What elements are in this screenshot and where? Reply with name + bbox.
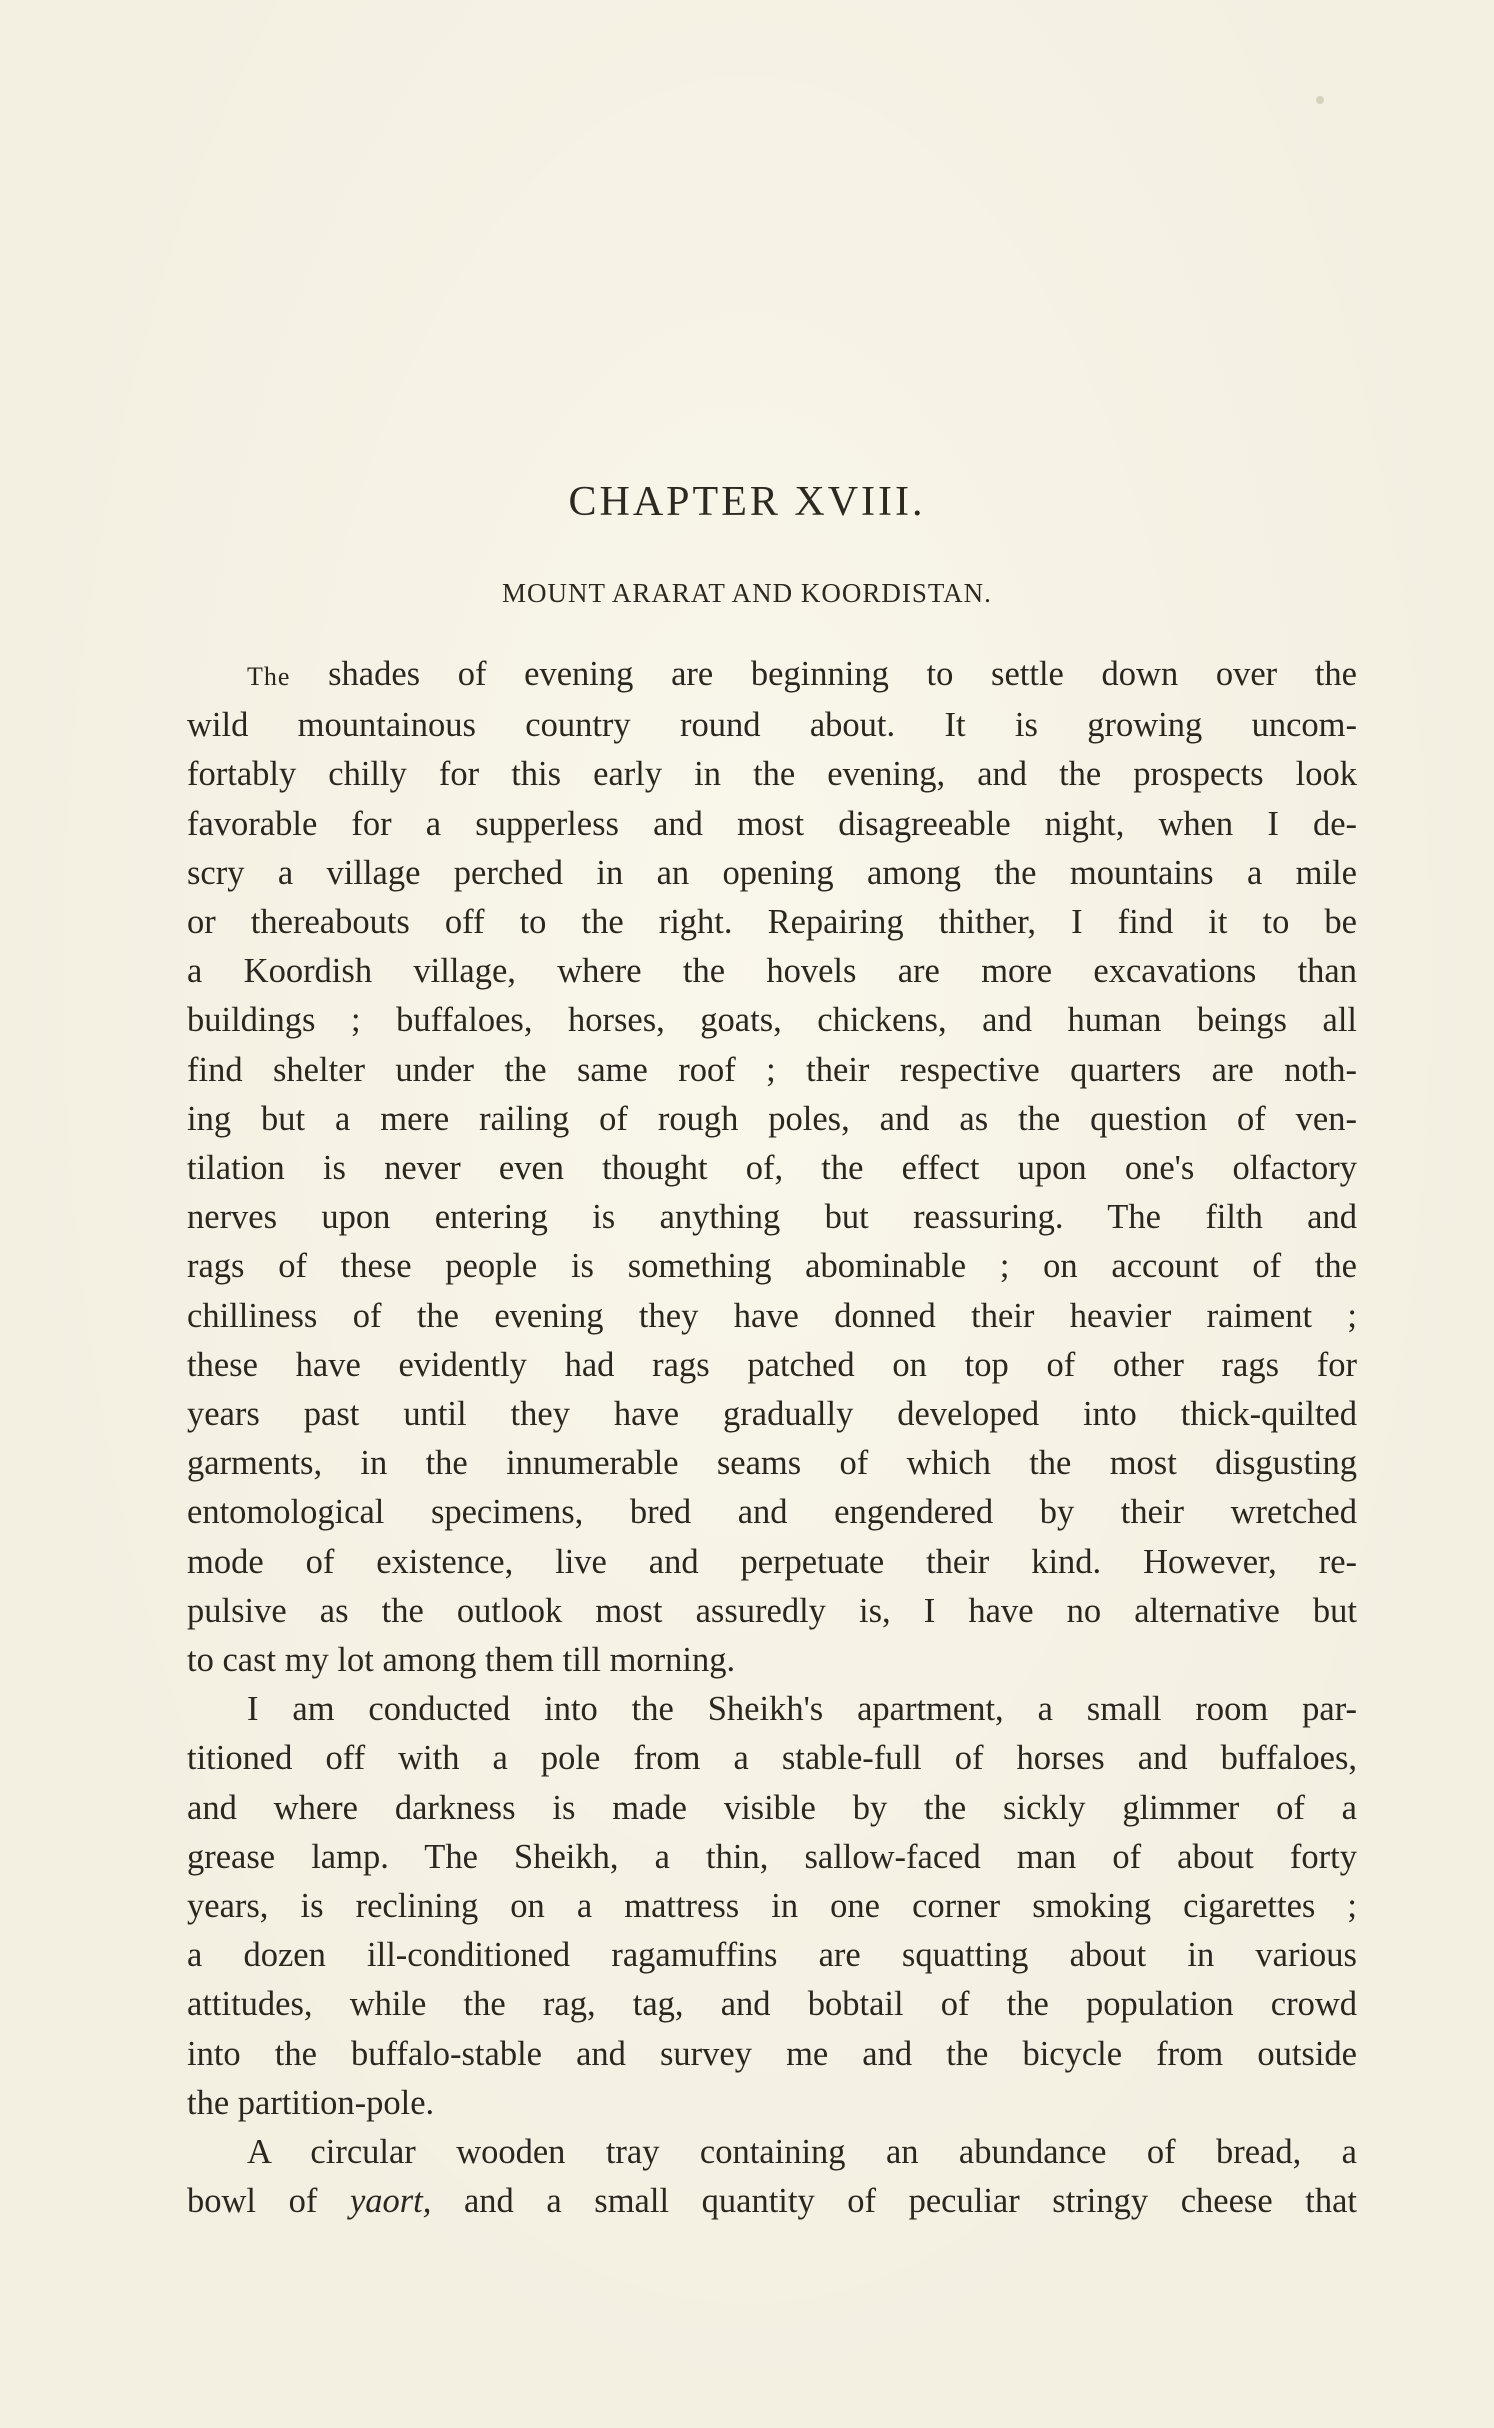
small-caps-lead: The	[247, 662, 291, 691]
text-line: years, is reclining on a mattress in one corner smoking cigarettes ;	[187, 1887, 1357, 1926]
text-line: into the buffalo-stable and survey me and the bicycle from outside	[187, 2034, 1357, 2073]
text-line: or thereabouts off to the right. Repairing thither, I find it to be	[187, 903, 1357, 942]
text-line: bowl of yaort, and a small quantity of peculiar stringy cheese that	[187, 2182, 1357, 2221]
paragraph-1	[187, 650, 1357, 1685]
text-line: fortably chilly for this early in the evening, and the prospects look	[187, 755, 1357, 794]
text-line: garments, in the innumerable seams of which the most disgusting	[187, 1444, 1357, 1483]
text-line: attitudes, while the rag, tag, and bobtail of the population crowd	[187, 1985, 1357, 2024]
text-line: and where darkness is made visible by the sickly glimmer of a	[187, 1788, 1357, 1827]
text-line: tilation is never even thought of, the effect upon one's olfactory	[187, 1149, 1357, 1188]
paragraph-2	[187, 1685, 1357, 2128]
text-line: A circular wooden tray containing an abundance of bread, a	[247, 2133, 1357, 2172]
italic-word: yaort,	[349, 2182, 432, 2221]
text-line: ing but a mere railing of rough poles, and as the question of ven-	[187, 1099, 1357, 1138]
text-line: wild mountainous country round about. It is growing uncom-	[187, 706, 1357, 745]
text-line: find shelter under the same roof ; their respective quarters are noth-	[187, 1050, 1357, 1089]
text-line: chilliness of the evening they have donned their heavier raiment ;	[187, 1296, 1357, 1335]
text-line: entomological specimens, bred and engendered by their wretched	[187, 1493, 1357, 1532]
text-line: grease lamp. The Sheikh, a thin, sallow-faced man of about forty	[187, 1837, 1357, 1876]
text-line: these have evidently had rags patched on top of other rags for	[187, 1345, 1357, 1384]
text-line: mode of existence, live and perpetuate their kind. However, re-	[187, 1542, 1357, 1581]
text-line: the partition-pole.	[187, 2083, 435, 2122]
text-line: scry a village perched in an opening among the mountains a mile	[187, 853, 1357, 892]
chapter-subtitle: MOUNT ARARAT AND KOORDISTAN.	[502, 578, 992, 608]
text-line: nerves upon entering is anything but reassuring. The filth and	[187, 1198, 1357, 1237]
paper-speck	[1316, 96, 1324, 104]
text-line: a dozen ill-conditioned ragamuffins are squatting about in various	[187, 1936, 1357, 1975]
body-text	[187, 650, 1357, 2227]
text-line: pulsive as the outlook most assuredly is, I have no alternative but	[187, 1591, 1357, 1630]
chapter-title: CHAPTER XVIII.	[568, 479, 926, 525]
text-line: titioned off with a pole from a stable-full of horses and buffaloes,	[187, 1739, 1357, 1778]
text-line: The shades of evening are beginning to settle down over the	[247, 655, 1357, 693]
text-line: a Koordish village, where the hovels are more excavations than	[187, 952, 1357, 991]
text-line: favorable for a supperless and most disagreeable night, when I de-	[187, 804, 1357, 843]
text-line: I am conducted into the Sheikh's apartment, a small room par-	[247, 1690, 1357, 1729]
text-line: years past until they have gradually developed into thick-quilted	[187, 1395, 1357, 1434]
text-line: to cast my lot among them till morning.	[187, 1641, 736, 1680]
paragraph-3	[187, 2128, 1357, 2226]
text-line: rags of these people is something abominable ; on account of the	[187, 1247, 1357, 1286]
text-line: buildings ; buffaloes, horses, goats, chickens, and human beings all	[187, 1001, 1357, 1040]
